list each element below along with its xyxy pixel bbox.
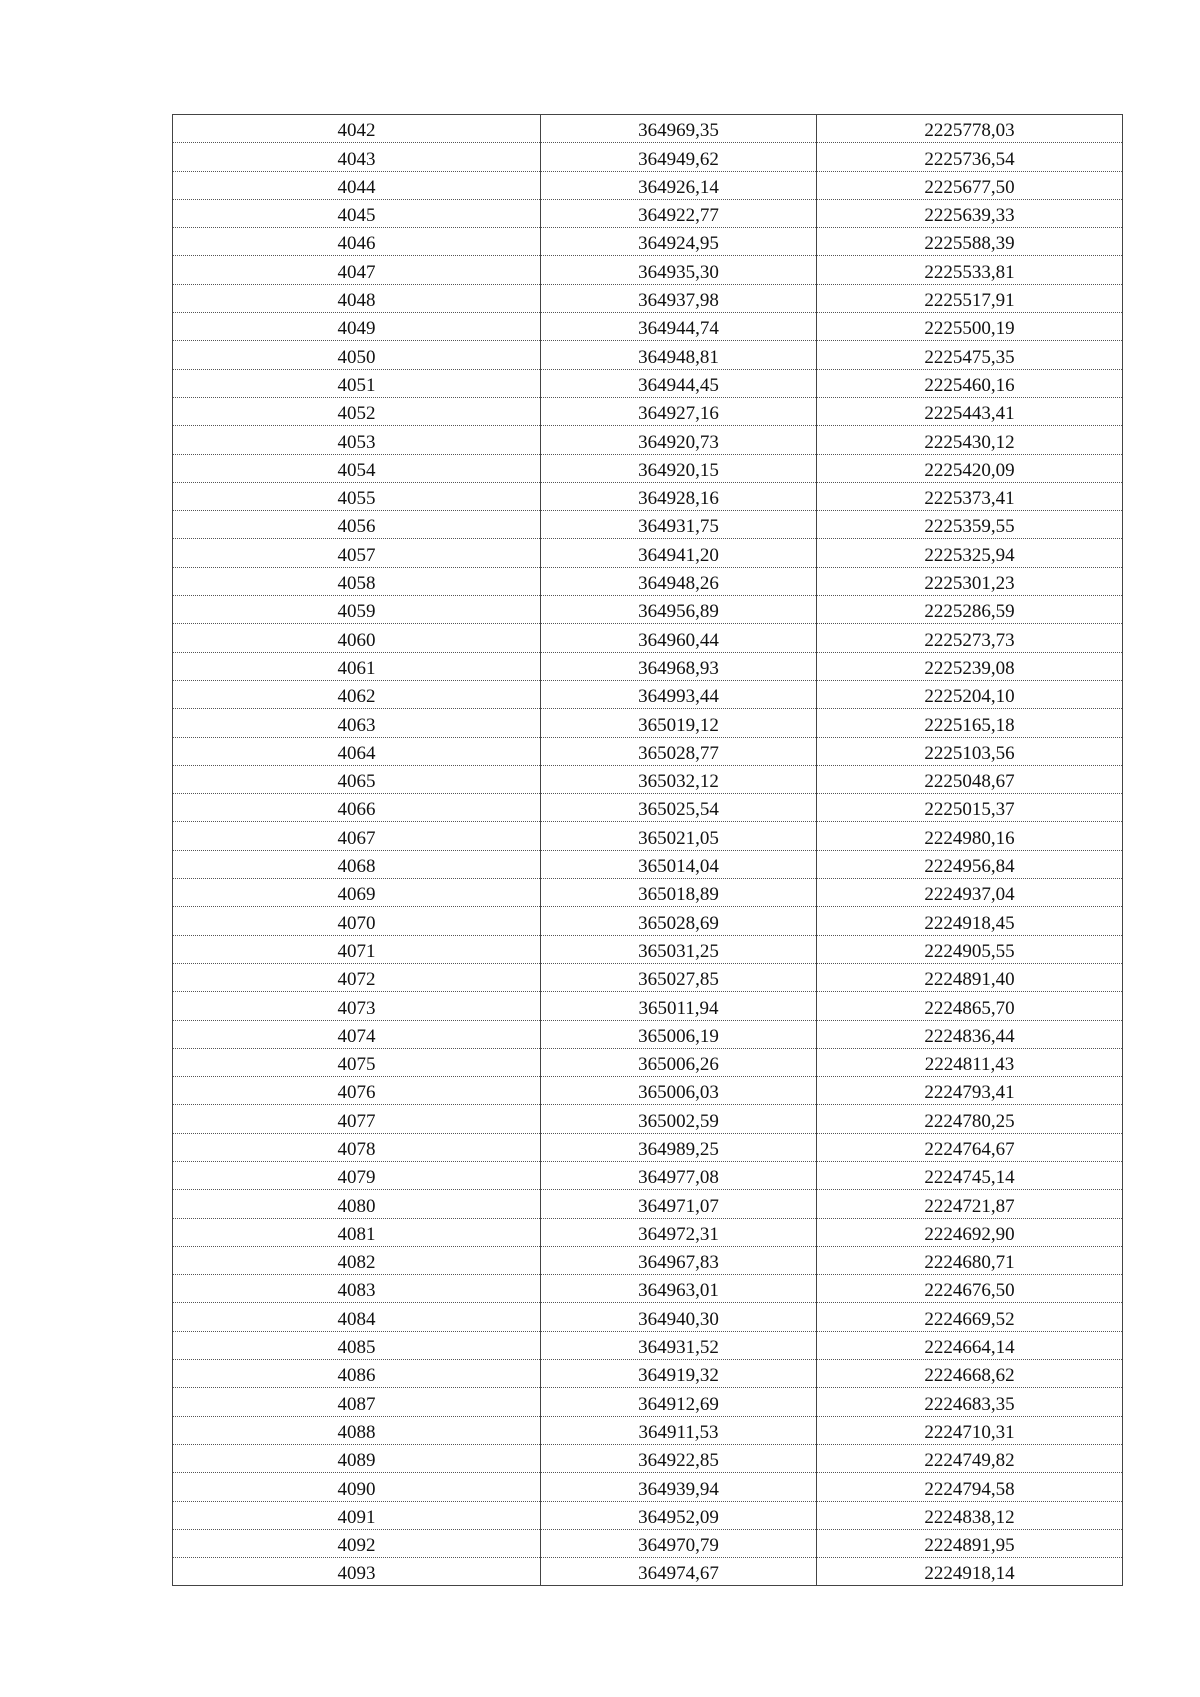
- point-number-cell: 4061: [173, 652, 541, 680]
- y-coordinate-cell: 2225373,41: [817, 482, 1123, 510]
- point-number-cell: 4057: [173, 539, 541, 567]
- table-row: [173, 1246, 1123, 1274]
- table-row: [173, 567, 1123, 595]
- x-coordinate-cell: 365025,54: [541, 794, 817, 822]
- table-row: [173, 1388, 1123, 1416]
- y-coordinate-cell: 2224918,14: [817, 1558, 1123, 1586]
- x-coordinate-cell: 364924,95: [541, 228, 817, 256]
- y-coordinate-cell: 2224793,41: [817, 1077, 1123, 1105]
- point-number-cell: 4089: [173, 1444, 541, 1472]
- x-coordinate-cell: 364940,30: [541, 1303, 817, 1331]
- x-coordinate-cell: 364949,62: [541, 143, 817, 171]
- point-number-cell: 4058: [173, 567, 541, 595]
- point-number-cell: 4075: [173, 1048, 541, 1076]
- x-coordinate-cell: 365028,77: [541, 737, 817, 765]
- table-row: [173, 397, 1123, 425]
- table-row: [173, 539, 1123, 567]
- y-coordinate-cell: 2224669,52: [817, 1303, 1123, 1331]
- point-number-cell: 4046: [173, 228, 541, 256]
- table-row: [173, 1558, 1123, 1586]
- coordinates-table: [172, 114, 1123, 1586]
- x-coordinate-cell: 365032,12: [541, 765, 817, 793]
- point-number-cell: 4088: [173, 1416, 541, 1444]
- y-coordinate-cell: 2225778,03: [817, 115, 1123, 143]
- point-number-cell: 4082: [173, 1246, 541, 1274]
- y-coordinate-cell: 2225325,94: [817, 539, 1123, 567]
- y-coordinate-cell: 2225443,41: [817, 397, 1123, 425]
- table-row: [173, 850, 1123, 878]
- table-row: [173, 171, 1123, 199]
- x-coordinate-cell: 364919,32: [541, 1360, 817, 1388]
- x-coordinate-cell: 364993,44: [541, 680, 817, 708]
- x-coordinate-cell: 364922,85: [541, 1444, 817, 1472]
- y-coordinate-cell: 2225165,18: [817, 709, 1123, 737]
- y-coordinate-cell: 2224891,95: [817, 1529, 1123, 1557]
- point-number-cell: 4065: [173, 765, 541, 793]
- y-coordinate-cell: 2224676,50: [817, 1275, 1123, 1303]
- x-coordinate-cell: 365002,59: [541, 1105, 817, 1133]
- table-row: [173, 284, 1123, 312]
- table-row: [173, 1360, 1123, 1388]
- x-coordinate-cell: 364971,07: [541, 1190, 817, 1218]
- table-row: [173, 1473, 1123, 1501]
- table-row: [173, 313, 1123, 341]
- table-row: [173, 624, 1123, 652]
- table-row: [173, 1020, 1123, 1048]
- point-number-cell: 4092: [173, 1529, 541, 1557]
- x-coordinate-cell: 365028,69: [541, 907, 817, 935]
- table-row: [173, 1105, 1123, 1133]
- x-coordinate-cell: 364939,94: [541, 1473, 817, 1501]
- point-number-cell: 4055: [173, 482, 541, 510]
- table-row: [173, 1501, 1123, 1529]
- y-coordinate-cell: 2224664,14: [817, 1331, 1123, 1359]
- x-coordinate-cell: 364922,77: [541, 199, 817, 227]
- x-coordinate-cell: 365019,12: [541, 709, 817, 737]
- table-row: [173, 709, 1123, 737]
- x-coordinate-cell: 364937,98: [541, 284, 817, 312]
- table-row: [173, 596, 1123, 624]
- y-coordinate-cell: 2224692,90: [817, 1218, 1123, 1246]
- x-coordinate-cell: 364989,25: [541, 1133, 817, 1161]
- point-number-cell: 4063: [173, 709, 541, 737]
- x-coordinate-cell: 365006,19: [541, 1020, 817, 1048]
- y-coordinate-cell: 2224937,04: [817, 879, 1123, 907]
- point-number-cell: 4051: [173, 369, 541, 397]
- point-number-cell: 4071: [173, 935, 541, 963]
- table-row: [173, 737, 1123, 765]
- x-coordinate-cell: 364948,81: [541, 341, 817, 369]
- point-number-cell: 4056: [173, 511, 541, 539]
- point-number-cell: 4060: [173, 624, 541, 652]
- table-row: [173, 879, 1123, 907]
- y-coordinate-cell: 2224811,43: [817, 1048, 1123, 1076]
- y-coordinate-cell: 2225475,35: [817, 341, 1123, 369]
- point-number-cell: 4081: [173, 1218, 541, 1246]
- x-coordinate-cell: 365006,26: [541, 1048, 817, 1076]
- point-number-cell: 4091: [173, 1501, 541, 1529]
- table-row: [173, 1416, 1123, 1444]
- table-row: [173, 228, 1123, 256]
- point-number-cell: 4080: [173, 1190, 541, 1218]
- table-row: [173, 143, 1123, 171]
- x-coordinate-cell: 364963,01: [541, 1275, 817, 1303]
- table-row: [173, 511, 1123, 539]
- table-row: [173, 1331, 1123, 1359]
- table-row: [173, 1218, 1123, 1246]
- x-coordinate-cell: 364944,74: [541, 313, 817, 341]
- point-number-cell: 4044: [173, 171, 541, 199]
- point-number-cell: 4074: [173, 1020, 541, 1048]
- table-row: [173, 1303, 1123, 1331]
- table-row: [173, 1444, 1123, 1472]
- table-row: [173, 963, 1123, 991]
- point-number-cell: 4049: [173, 313, 541, 341]
- point-number-cell: 4050: [173, 341, 541, 369]
- y-coordinate-cell: 2224680,71: [817, 1246, 1123, 1274]
- y-coordinate-cell: 2224918,45: [817, 907, 1123, 935]
- x-coordinate-cell: 365011,94: [541, 992, 817, 1020]
- x-coordinate-cell: 364935,30: [541, 256, 817, 284]
- point-number-cell: 4078: [173, 1133, 541, 1161]
- y-coordinate-cell: 2224721,87: [817, 1190, 1123, 1218]
- table-row: [173, 256, 1123, 284]
- table-row: [173, 482, 1123, 510]
- table-row: [173, 199, 1123, 227]
- table-row: [173, 680, 1123, 708]
- y-coordinate-cell: 2225286,59: [817, 596, 1123, 624]
- table-row: [173, 369, 1123, 397]
- table-row: [173, 765, 1123, 793]
- x-coordinate-cell: 364956,89: [541, 596, 817, 624]
- table-row: [173, 992, 1123, 1020]
- x-coordinate-cell: 364974,67: [541, 1558, 817, 1586]
- y-coordinate-cell: 2225639,33: [817, 199, 1123, 227]
- point-number-cell: 4069: [173, 879, 541, 907]
- y-coordinate-cell: 2225420,09: [817, 454, 1123, 482]
- point-number-cell: 4090: [173, 1473, 541, 1501]
- x-coordinate-cell: 364911,53: [541, 1416, 817, 1444]
- y-coordinate-cell: 2224905,55: [817, 935, 1123, 963]
- y-coordinate-cell: 2224780,25: [817, 1105, 1123, 1133]
- table-row: [173, 1133, 1123, 1161]
- y-coordinate-cell: 2224794,58: [817, 1473, 1123, 1501]
- table-row: [173, 1275, 1123, 1303]
- y-coordinate-cell: 2224749,82: [817, 1444, 1123, 1472]
- y-coordinate-cell: 2225533,81: [817, 256, 1123, 284]
- y-coordinate-cell: 2224891,40: [817, 963, 1123, 991]
- point-number-cell: 4059: [173, 596, 541, 624]
- point-number-cell: 4073: [173, 992, 541, 1020]
- table-row: [173, 652, 1123, 680]
- y-coordinate-cell: 2225500,19: [817, 313, 1123, 341]
- x-coordinate-cell: 365027,85: [541, 963, 817, 991]
- y-coordinate-cell: 2225677,50: [817, 171, 1123, 199]
- x-coordinate-cell: 364931,52: [541, 1331, 817, 1359]
- x-coordinate-cell: 364920,15: [541, 454, 817, 482]
- x-coordinate-cell: 364948,26: [541, 567, 817, 595]
- y-coordinate-cell: 2225359,55: [817, 511, 1123, 539]
- x-coordinate-cell: 365031,25: [541, 935, 817, 963]
- y-coordinate-cell: 2224956,84: [817, 850, 1123, 878]
- y-coordinate-cell: 2225015,37: [817, 794, 1123, 822]
- x-coordinate-cell: 364969,35: [541, 115, 817, 143]
- point-number-cell: 4043: [173, 143, 541, 171]
- y-coordinate-cell: 2225103,56: [817, 737, 1123, 765]
- point-number-cell: 4053: [173, 426, 541, 454]
- table-row: [173, 426, 1123, 454]
- point-number-cell: 4085: [173, 1331, 541, 1359]
- table-row: [173, 341, 1123, 369]
- point-number-cell: 4083: [173, 1275, 541, 1303]
- table-row: [173, 1161, 1123, 1189]
- table-row: [173, 1077, 1123, 1105]
- point-number-cell: 4064: [173, 737, 541, 765]
- table-row: [173, 907, 1123, 935]
- point-number-cell: 4042: [173, 115, 541, 143]
- y-coordinate-cell: 2225736,54: [817, 143, 1123, 171]
- x-coordinate-cell: 364941,20: [541, 539, 817, 567]
- x-coordinate-cell: 364926,14: [541, 171, 817, 199]
- point-number-cell: 4076: [173, 1077, 541, 1105]
- y-coordinate-cell: 2225460,16: [817, 369, 1123, 397]
- y-coordinate-cell: 2224980,16: [817, 822, 1123, 850]
- x-coordinate-cell: 365018,89: [541, 879, 817, 907]
- x-coordinate-cell: 364970,79: [541, 1529, 817, 1557]
- point-number-cell: 4048: [173, 284, 541, 312]
- y-coordinate-cell: 2225517,91: [817, 284, 1123, 312]
- x-coordinate-cell: 365006,03: [541, 1077, 817, 1105]
- point-number-cell: 4072: [173, 963, 541, 991]
- point-number-cell: 4066: [173, 794, 541, 822]
- point-number-cell: 4086: [173, 1360, 541, 1388]
- x-coordinate-cell: 364977,08: [541, 1161, 817, 1189]
- x-coordinate-cell: 364967,83: [541, 1246, 817, 1274]
- table-row: [173, 794, 1123, 822]
- point-number-cell: 4077: [173, 1105, 541, 1133]
- y-coordinate-cell: 2224668,62: [817, 1360, 1123, 1388]
- x-coordinate-cell: 364931,75: [541, 511, 817, 539]
- point-number-cell: 4084: [173, 1303, 541, 1331]
- y-coordinate-cell: 2225588,39: [817, 228, 1123, 256]
- x-coordinate-cell: 364960,44: [541, 624, 817, 652]
- y-coordinate-cell: 2224836,44: [817, 1020, 1123, 1048]
- point-number-cell: 4054: [173, 454, 541, 482]
- table-row: [173, 935, 1123, 963]
- point-number-cell: 4045: [173, 199, 541, 227]
- table-row: [173, 822, 1123, 850]
- y-coordinate-cell: 2225204,10: [817, 680, 1123, 708]
- point-number-cell: 4093: [173, 1558, 541, 1586]
- table-row: [173, 1190, 1123, 1218]
- x-coordinate-cell: 365014,04: [541, 850, 817, 878]
- x-coordinate-cell: 364920,73: [541, 426, 817, 454]
- x-coordinate-cell: 364912,69: [541, 1388, 817, 1416]
- y-coordinate-cell: 2224745,14: [817, 1161, 1123, 1189]
- table-row: [173, 115, 1123, 143]
- point-number-cell: 4047: [173, 256, 541, 284]
- point-number-cell: 4070: [173, 907, 541, 935]
- point-number-cell: 4087: [173, 1388, 541, 1416]
- coordinates-table-body: [173, 115, 1123, 1586]
- point-number-cell: 4079: [173, 1161, 541, 1189]
- y-coordinate-cell: 2225239,08: [817, 652, 1123, 680]
- point-number-cell: 4068: [173, 850, 541, 878]
- x-coordinate-cell: 364952,09: [541, 1501, 817, 1529]
- y-coordinate-cell: 2225430,12: [817, 426, 1123, 454]
- point-number-cell: 4067: [173, 822, 541, 850]
- y-coordinate-cell: 2225301,23: [817, 567, 1123, 595]
- point-number-cell: 4062: [173, 680, 541, 708]
- y-coordinate-cell: 2224683,35: [817, 1388, 1123, 1416]
- x-coordinate-cell: 364944,45: [541, 369, 817, 397]
- x-coordinate-cell: 364972,31: [541, 1218, 817, 1246]
- x-coordinate-cell: 364927,16: [541, 397, 817, 425]
- y-coordinate-cell: 2225273,73: [817, 624, 1123, 652]
- y-coordinate-cell: 2224865,70: [817, 992, 1123, 1020]
- table-row: [173, 1529, 1123, 1557]
- x-coordinate-cell: 364928,16: [541, 482, 817, 510]
- y-coordinate-cell: 2224710,31: [817, 1416, 1123, 1444]
- y-coordinate-cell: 2224838,12: [817, 1501, 1123, 1529]
- table-row: [173, 1048, 1123, 1076]
- y-coordinate-cell: 2224764,67: [817, 1133, 1123, 1161]
- x-coordinate-cell: 365021,05: [541, 822, 817, 850]
- point-number-cell: 4052: [173, 397, 541, 425]
- x-coordinate-cell: 364968,93: [541, 652, 817, 680]
- y-coordinate-cell: 2225048,67: [817, 765, 1123, 793]
- table-row: [173, 454, 1123, 482]
